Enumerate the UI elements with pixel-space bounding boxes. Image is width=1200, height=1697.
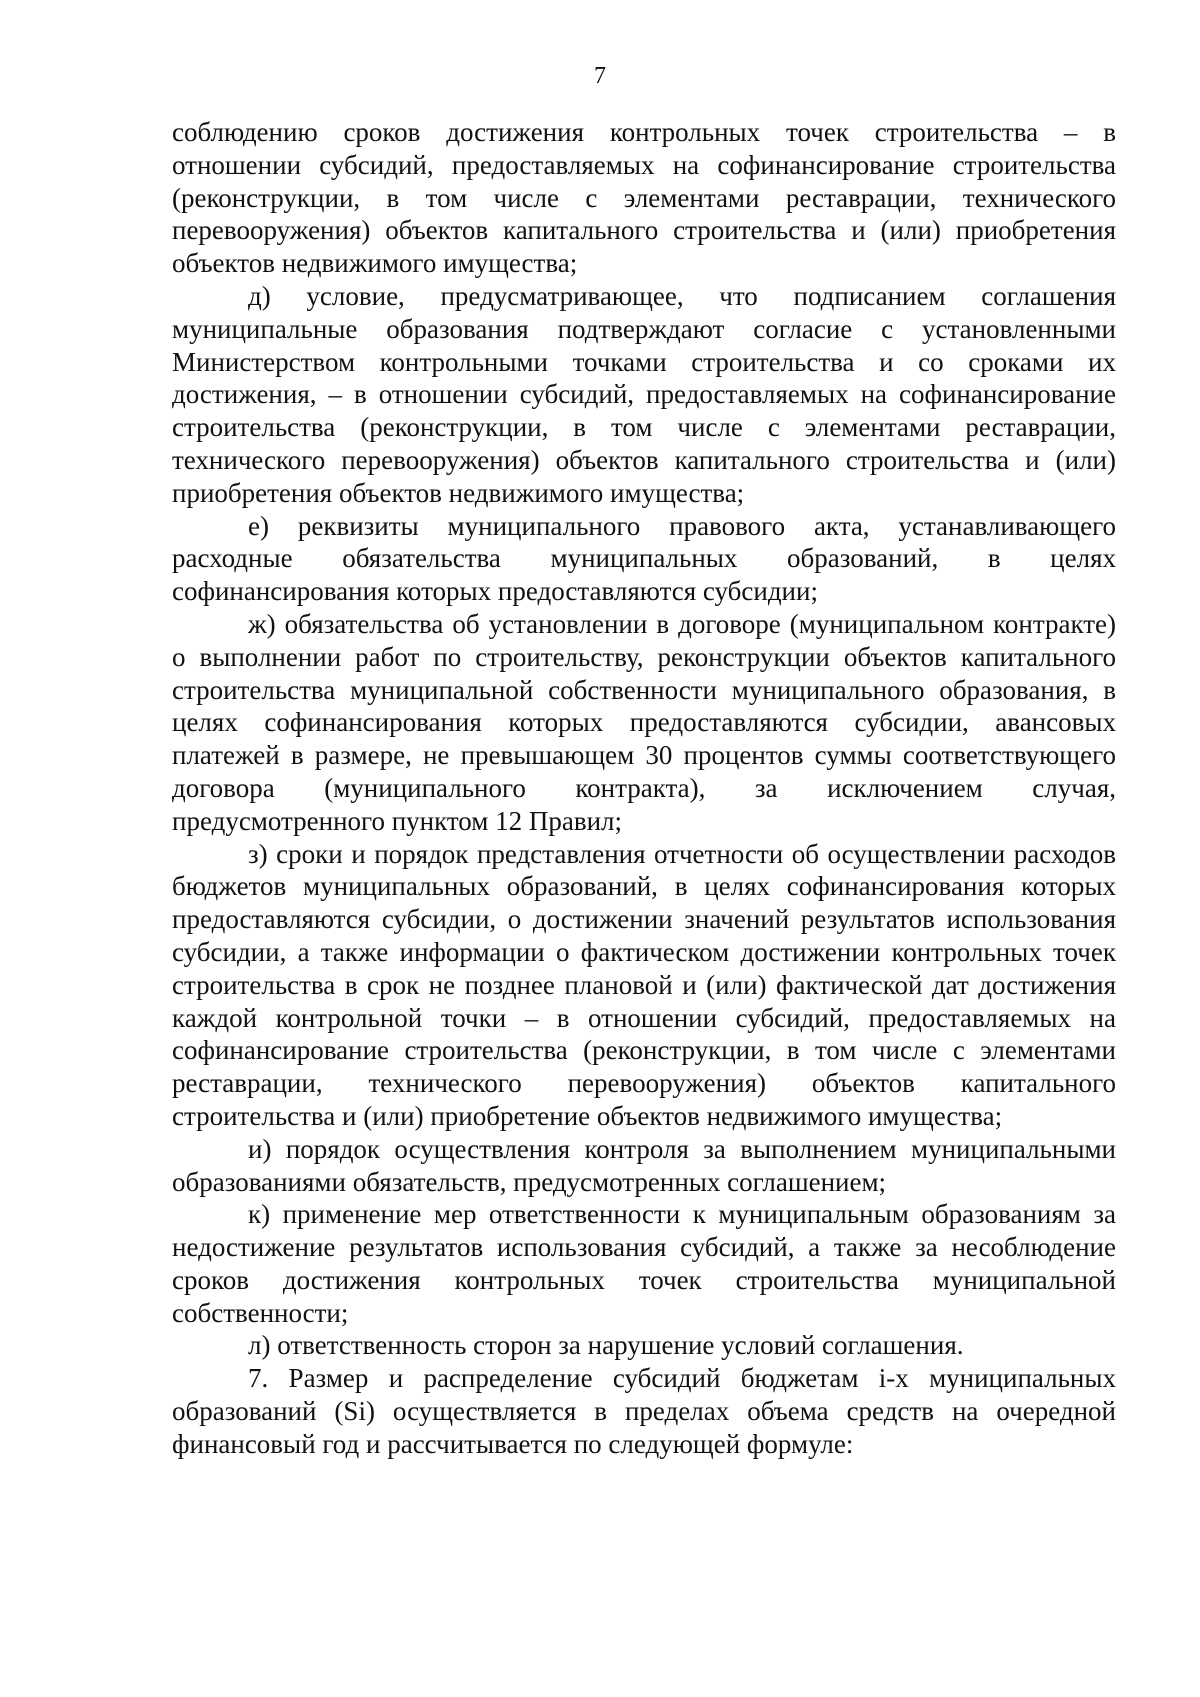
paragraph-item-z: з) сроки и порядок представления отчетности об осуществлении расходов бюджетов муниципальных образований, в целях софинансирования которых предоставляются субсидии, о достижении значений результатов использования субсидии, а также информации о фактическом достижении контрольных точек строительства в срок не позднее плановой и (или) фактической дат достижения каждой контрольной точки – в отношении субсидий, предоставляемых на софинансирование строительства (реконструкции, в том числе с элементами реставрации, технического перевооружения) объектов капитального строительства и (или) приобретение объектов недвижимого имущества;: [172, 838, 1116, 1131]
paragraph-item-d: д) условие, предусматривающее, что подписанием соглашения муниципальные образования подтверждают согласие с установленными Министерством контрольными точками строительства и со сроками их достижения, – в отношении субсидий, предоставляемых на софинансирование строительства (реконструкции, в том числе с элементами реставрации, технического перевооружения) объектов капитального строительства и (или) приобретения объектов недвижимого имущества;: [172, 280, 1116, 508]
paragraph-item-i: и) порядок осуществления контроля за выполнением муниципальными образованиями обязательств, предусмотренных соглашением;: [172, 1133, 1116, 1197]
document-body: [172, 116, 1116, 1461]
paragraph-item-zh: ж) обязательства об установлении в договоре (муниципальном контракте) о выполнении работ по строительству, реконструкции объектов капитального строительства муниципальной собственности муниципального образования, в целях софинансирования которых предоставляются субсидии, авансовых платежей в размере, не превышающем 30 процентов суммы соответствующего договора (муниципального контракта), за исключением случая, предусмотренного пунктом 12 Правил;: [172, 608, 1116, 836]
paragraph-item-e: е) реквизиты муниципального правового акта, устанавливающего расходные обязательства муниципальных образований, в целях софинансирования которых предоставляются субсидии;: [172, 510, 1116, 607]
paragraph-continuation: соблюдению сроков достижения контрольных точек строительства – в отношении субсидий, предоставляемых на софинансирование строительства (реконструкции, в том числе с элементами реставрации, технического перевооружения) объектов капитального строительства и (или) приобретения объектов недвижимого имущества;: [172, 117, 1116, 279]
paragraph-section-7: 7. Размер и распределение субсидий бюджетам i-х муниципальных образований (Si) осуществляется в пределах объема средств на очередной финансовый год и рассчитывается по следующей формуле:: [172, 1363, 1116, 1459]
paragraph-item-l: л) ответственность сторон за нарушение условий соглашения.: [248, 1330, 964, 1361]
page-number: 7: [594, 63, 606, 89]
paragraph-item-k: к) применение мер ответственности к муниципальным образованиям за недостижение результатов использования субсидий, а также за несоблюдение сроков достижения контрольных точек строительства муниципальной собственности;: [172, 1199, 1116, 1328]
